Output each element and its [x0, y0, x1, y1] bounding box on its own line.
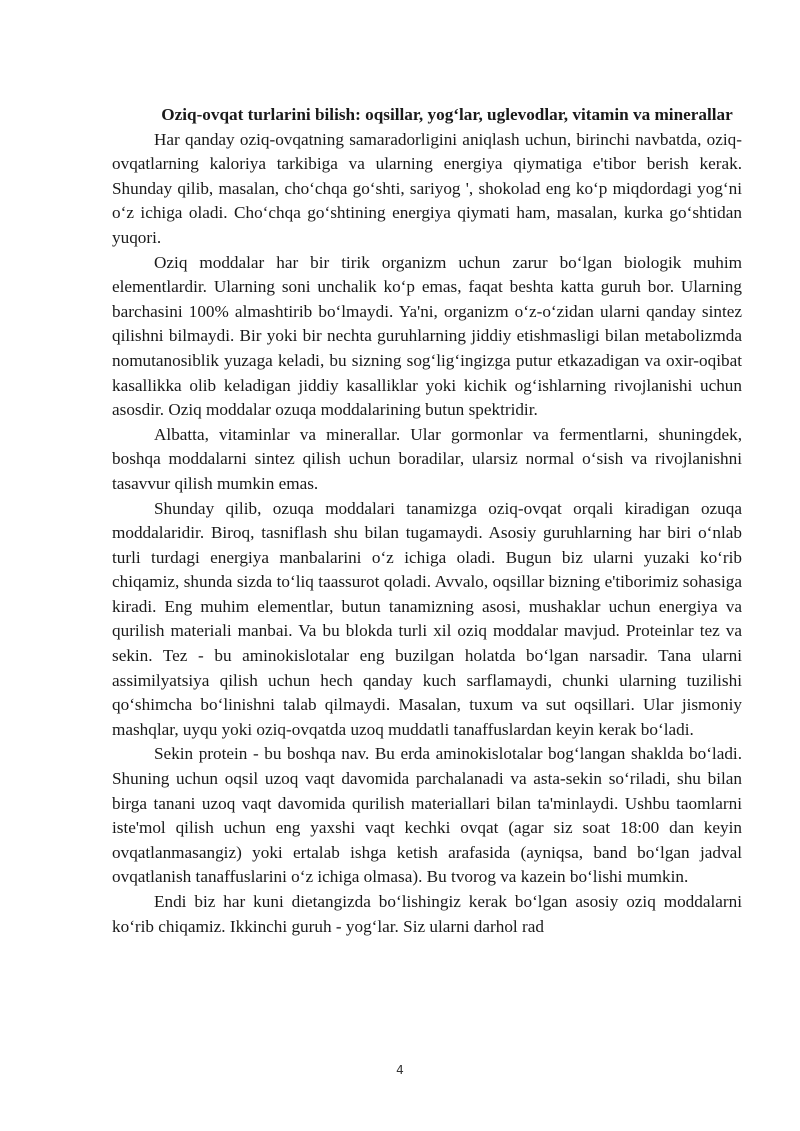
paragraph: Albatta, vitaminlar va minerallar. Ular gormonlar va fermentlarni, shuningdek, boshqa moddalarni sintez qilish uchun boradilar, ularsiz normal o‘sish va rivojlanishni tasavvur qilish mumkin emas.: [112, 424, 742, 493]
paragraph: Oziq moddalar har bir tirik organizm uchun zarur bo‘lgan biologik muhim elementlardir. Ularning soni unchalik ko‘p emas, faqat beshta katta guruh bor. Ularning barchasini 100% almashtirib bo‘lmaydi. Ya'ni, organizm o‘z-o‘zidan ularni qanday sintez qilishni bilmaydi. Bir yoki bir nechta guruhlarning jiddiy etishmasligi bilan metabolizmda nomutanosiblik yuzaga keladi, bu sizning sog‘lig‘ingizga putur etkazadigan va oxir-oqibat kasallikka olib keladigan jiddiy kasalliklar yoki kichik og‘ishlarning rivojlanishi uchun asosdir. Oziq moddalar ozuqa moddalarining butun spektridir.: [112, 252, 742, 420]
paragraph: Har qanday oziq-ovqatning samaradorligini aniqlash uchun, birinchi navbatda, oziq-ovqatlarning kaloriya tarkibiga va ularning energiya qiymatiga e'tibor berish kerak. Shunday qilib, masalan, cho‘chqa go‘shti, sariyog ', shokolad eng ko‘p miqdordagi yog‘ni o‘z ichiga oladi. Cho‘chqa go‘shtining energiya qiymati ham, masalan, kurka go‘shtidan yuqori.: [112, 129, 742, 247]
document-page: [112, 103, 742, 939]
paragraph: Sekin protein - bu boshqa nav. Bu erda aminokislotalar bog‘langan shaklda bo‘ladi. Shuning uchun oqsil uzoq vaqt davomida parchalanadi va asta-sekin so‘riladi, shu bilan birga tanani uzoq vaqt davomida qurilish materiallari bilan ta'minlaydi. Ushbu taomlarni iste'mol qilish uchun eng yaxshi vaqt kechki ovqat (agar siz soat 18:00 dan keyin ovqatlanmasangiz) yoki ertalab ishga ketish arafasida (ayniqsa, band bo‘lgan jadval ovqatlanish tanaffuslarini o‘z ichiga olmasa). Bu tvorog va kazein bo‘lishi mumkin.: [112, 744, 742, 887]
document-title: Oziq-ovqat turlarini bilish: oqsillar, yog‘lar, uglevodlar, vitamin va minerallar: [161, 105, 733, 124]
paragraph: Endi biz har kuni dietangizda bo‘lishingiz kerak bo‘lgan asosiy oziq moddalarni ko‘rib chiqamiz. Ikkinchi guruh - yog‘lar. Siz ularni darhol rad: [112, 892, 742, 936]
page-number: 4: [396, 1063, 404, 1077]
paragraph: Shunday qilib, ozuqa moddalari tanamizga oziq-ovqat orqali kiradigan ozuqa moddalaridir. Biroq, tasniflash shu bilan tugamaydi. Asosiy guruhlarning har biri o‘nlab turli turdagi energiya manbalarini o‘z ichiga oladi. Bugun biz ularni yuzaki ko‘rib chiqamiz, shunda sizda to‘liq taassurot qoladi. Avvalo, oqsillar bizning e'tiborimiz sohasiga kiradi. Eng muhim elementlar, butun tanamizning asosi, mushaklar uchun energiya va qurilish materiali manbai. Va bu blokda turli xil oziq moddalar mavjud. Proteinlar tez va sekin. Tez - bu aminokislotalar eng buzilgan holatda bo‘lgan narsadir. Tana ularni assimilyatsiya qilish uchun hech qanday kuch sarflamaydi, chunki ularning tuzilishi qo‘shimcha bo‘linishni talab qilmaydi. Masalan, tuxum va sut oqsillari. Ular jismoniy mashqlar, uyqu yoki oziq-ovqatda uzoq muddatli tanaffuslardan keyin kerak bo‘ladi.: [112, 498, 742, 739]
